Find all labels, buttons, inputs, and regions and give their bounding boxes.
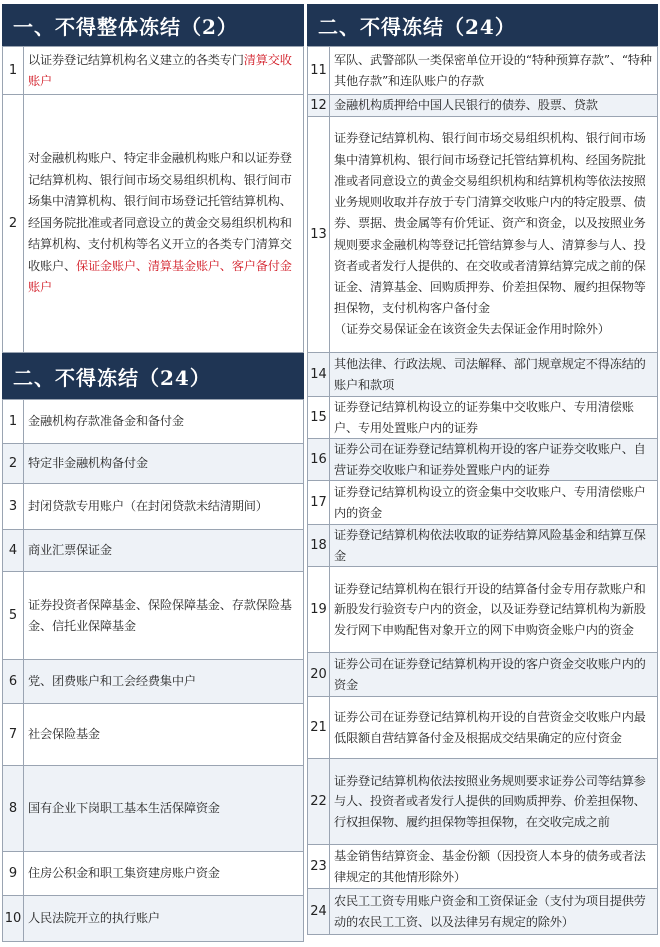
row-number: 18 — [308, 525, 330, 567]
row-text: 封闭贷款专用账户（在封闭贷款未结清期间） — [24, 484, 304, 530]
no-whole-freeze-table — [2, 46, 304, 353]
row-number: 1 — [3, 47, 24, 95]
row-text: 证券登记结算机构、银行间市场交易组织机构、银行间市场集中清算机构、银行间市场登记托管结算机构、经国务院批准或者同意设立的黄金交易组织机构和结算机构等依法按照业务规则收取并存放于专门清算交收账户内的特定股票、债券、票据、贵金属等有价凭证、资产和资金，以及按照业务规则要求金融机构等登记托管结算参与人、清算参与人、投资者或者发行人提供的、在交收或者清算结算完成之前的保证金、清算基金、回购质押券、价差担保物、履约担保物等担保物，支付机构客户备付金 （证券交易保证金在该资金失去保证金作用时除外） — [330, 117, 658, 353]
row-number: 19 — [308, 567, 330, 653]
row-text: 农民工工资专用账户资金和工资保证金（支付为项目提供劳动的农民工工资、以及法律另有规定的除外） — [330, 889, 658, 935]
row-text: 证券登记结算机构依法收取的证券结算风险基金和结算互保金 — [330, 525, 658, 567]
table-row — [308, 759, 658, 845]
row-text: 国有企业下岗职工基本生活保障资金 — [24, 766, 304, 852]
row-number: 17 — [308, 481, 330, 525]
table-row — [308, 525, 658, 567]
row-number: 4 — [3, 530, 24, 572]
table-row — [3, 400, 304, 444]
section-title-no-freeze: 二、不得冻结（24） — [2, 353, 304, 399]
row-text: 人民法院开立的执行账户 — [24, 896, 304, 942]
row-number: 12 — [308, 95, 330, 117]
table-row — [308, 567, 658, 653]
table-row — [308, 117, 658, 353]
table-row — [3, 530, 304, 572]
row-number: 9 — [3, 852, 24, 896]
table-row — [308, 47, 658, 95]
row-note: （证券交易保证金在该资金失去保证金作用时除外） — [334, 322, 610, 337]
right-column — [307, 4, 658, 935]
table-row — [3, 484, 304, 530]
section-title-no-freeze-right: 二、不得冻结（24） — [307, 4, 658, 46]
table-row — [308, 397, 658, 439]
row-text: 证券公司在证券登记结算机构开设的自营资金交收账户内最低限额自营结算备付金及根据成交结果确定的应付资金 — [330, 697, 658, 759]
no-freeze-table-left — [2, 399, 304, 942]
table-row — [308, 653, 658, 697]
row-number: 11 — [308, 47, 330, 95]
row-text: 其他法律、行政法规、司法解释、部门规章规定不得冻结的账户和款项 — [330, 353, 658, 397]
row-text: 住房公积金和职工集资建房账户资金 — [24, 852, 304, 896]
row-number: 24 — [308, 889, 330, 935]
table-row — [3, 95, 304, 353]
table-row — [308, 697, 658, 759]
row-highlight: 保证金账户、清算基金账户、客户备付金账户 — [28, 258, 292, 295]
table-row — [308, 481, 658, 525]
table-row — [3, 704, 304, 766]
table-row — [3, 444, 304, 484]
row-number: 15 — [308, 397, 330, 439]
table-row — [308, 889, 658, 935]
row-number: 21 — [308, 697, 330, 759]
row-number: 2 — [3, 444, 24, 484]
row-number: 14 — [308, 353, 330, 397]
left-column — [2, 4, 304, 942]
row-number: 1 — [3, 400, 24, 444]
table-row — [3, 660, 304, 704]
row-number: 16 — [308, 439, 330, 481]
row-text: 特定非金融机构备付金 — [24, 444, 304, 484]
row-text: 党、团费账户和工会经费集中户 — [24, 660, 304, 704]
row-text: 证券公司在证券登记结算机构开设的客户证券交收账户、自营证券交收账户和证券处置账户内的证券 — [330, 439, 658, 481]
row-text: 金融机构存款准备金和备付金 — [24, 400, 304, 444]
row-number: 5 — [3, 572, 24, 660]
row-text: 基金销售结算资金、基金份额（因投资人本身的债务或者法律规定的其他情形除外） — [330, 845, 658, 889]
row-text: 证券登记结算机构设立的资金集中交收账户、专用清偿账户内的资金 — [330, 481, 658, 525]
row-number: 7 — [3, 704, 24, 766]
row-number: 2 — [3, 95, 24, 353]
row-text: 证券投资者保障基金、保险保障基金、存款保险基金、信托业保障基金 — [24, 572, 304, 660]
table-row — [3, 766, 304, 852]
table-row — [308, 439, 658, 481]
row-number: 10 — [3, 896, 24, 942]
row-number: 6 — [3, 660, 24, 704]
table-row — [3, 896, 304, 942]
row-text: 证券登记结算机构设立的证券集中交收账户、专用清偿账户、专用处置账户内的证券 — [330, 397, 658, 439]
no-freeze-table-right — [307, 46, 658, 935]
table-row — [308, 845, 658, 889]
row-text: 军队、武警部队一类保密单位开设的“特种预算存款”、“特种其他存款”和连队账户的存款 — [330, 47, 658, 95]
table-row — [3, 572, 304, 660]
table-row — [3, 47, 304, 95]
row-number: 8 — [3, 766, 24, 852]
table-row — [3, 852, 304, 896]
row-number: 22 — [308, 759, 330, 845]
row-text: 以证券登记结算机构名义建立的各类专门清算交收账户 — [24, 47, 304, 95]
row-text: 证券登记结算机构依法按照业务规则要求证券公司等结算参与人、投资者或者发行人提供的回购质押券、价差担保物、行权担保物、履约担保物等担保物，在交收完成之前 — [330, 759, 658, 845]
row-text: 证券公司在证券登记结算机构开设的客户资金交收账户内的资金 — [330, 653, 658, 697]
section-title-no-whole-freeze: 一、不得整体冻结（2） — [2, 4, 304, 46]
table-row — [308, 95, 658, 117]
row-highlight: 清算交收账户 — [28, 53, 292, 88]
row-text: 金融机构质押给中国人民银行的债券、股票、贷款 — [330, 95, 658, 117]
row-text: 证券登记结算机构在银行开设的结算备付金专用存款账户和新股发行验资专户内的资金，以及证券登记结算机构为新股发行网下申购配售对象开立的网下申购资金账户内的资金 — [330, 567, 658, 653]
table-row — [308, 353, 658, 397]
row-text: 商业汇票保证金 — [24, 530, 304, 572]
row-number: 20 — [308, 653, 330, 697]
row-number: 23 — [308, 845, 330, 889]
row-text: 社会保险基金 — [24, 704, 304, 766]
row-text: 对金融机构账户、特定非金融机构账户和以证券登记结算机构、银行间市场交易组织机构、银行间市场集中清算机构、银行间市场登记托管结算机构、经国务院批准或者同意设立的黄金交易组织机构和结算机构、支付机构等名义开立的各类专门清算交收账户、保证金账户、清算基金账户、客户备付金账户 — [24, 95, 304, 353]
row-number: 13 — [308, 117, 330, 353]
row-number: 3 — [3, 484, 24, 530]
